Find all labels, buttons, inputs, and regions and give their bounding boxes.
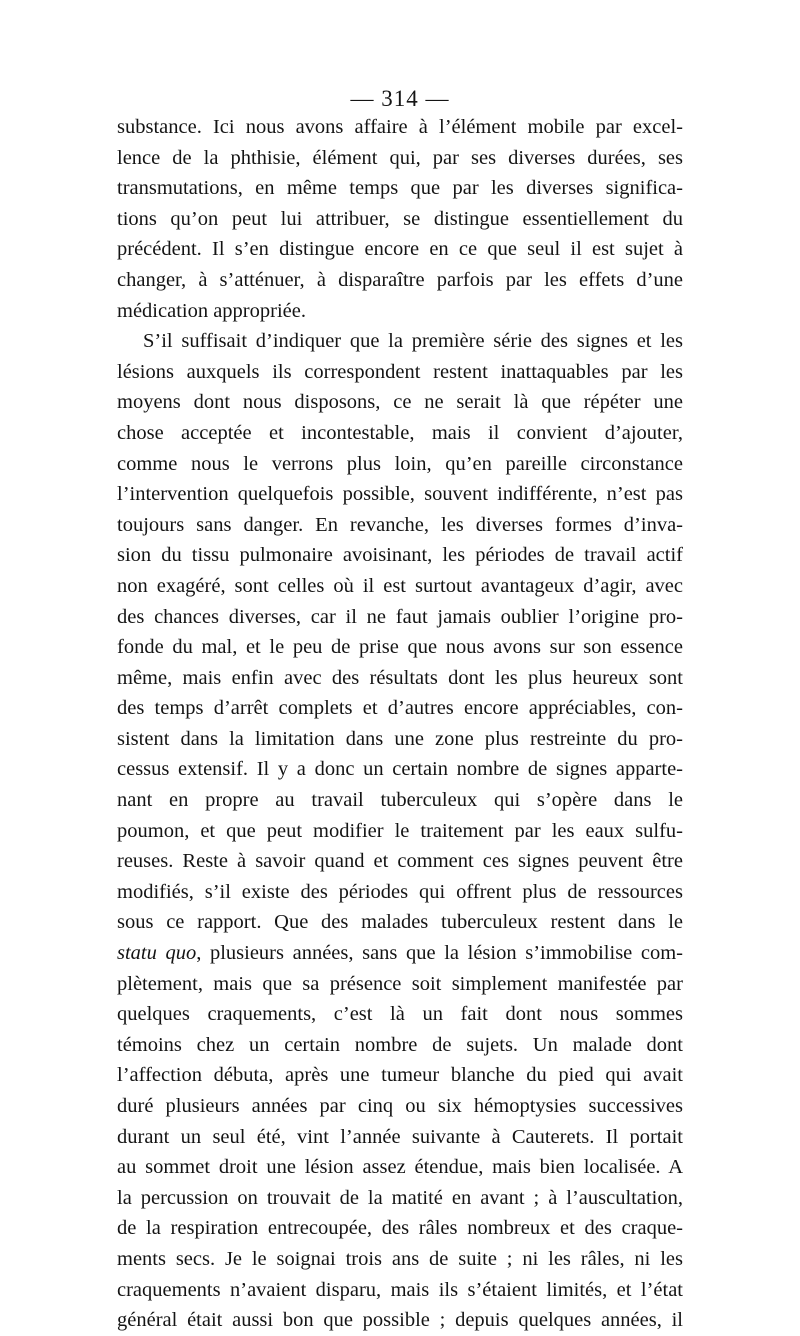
text-line: de la respiration entrecoupée, des râles nombreux et des craque- [117, 1217, 683, 1240]
text-line: des temps d’arrêt complets et d’autres encore appréciables, con- [117, 697, 683, 720]
text-line: tions qu’on peut lui attribuer, se distingue essentiellement du [117, 207, 683, 230]
page-number: — 314 — [350, 86, 450, 111]
text-line: durant un seul été, vint l’année suivante à Cauterets. Il portait [117, 1125, 683, 1148]
text-line: duré plusieurs années par cinq ou six hémoptysies successives [117, 1095, 683, 1117]
text-line: reuses. Reste à savoir quand et comment ces signes peuvent être [117, 850, 683, 873]
text-line: sion du tissu pulmonaire avoisinant, les périodes de travail actif [117, 544, 683, 567]
text-line: l’affection débuta, après une tumeur blanche du pied qui avait [117, 1064, 683, 1087]
text-line: la percussion on trouvait de la matité en avant ; à l’auscultation, [117, 1186, 683, 1209]
text-line: sous ce rapport. Que des malades tuberculeux restent dans le [117, 911, 683, 934]
text-line: comme nous le verrons plus loin, qu’en pareille circonstance [117, 452, 683, 475]
text-line: précédent. Il s’en distingue encore en ce que seul il est sujet à [117, 238, 683, 261]
text-line: l’intervention quelquefois possible, souvent indifférente, n’est pas [117, 483, 683, 506]
text-line: cessus extensif. Il y a donc un certain nombre de signes apparte- [117, 758, 683, 781]
text-line: poumon, et que peut modifier le traitement par les eaux sulfu- [117, 819, 683, 842]
text-line: même, mais enfin avec des résultats dont les plus heureux sont [117, 666, 683, 689]
text-line: nant en propre au travail tuberculeux qui s’opère dans le [117, 789, 683, 812]
text-line: ments secs. Je le soignai trois ans de suite ; ni les râles, ni les [117, 1247, 683, 1270]
body-text [117, 112, 683, 1336]
text-line: lence de la phthisie, élément qui, par ses diverses durées, ses [117, 146, 683, 169]
text-line: quelques craquements, c’est là un fait dont nous sommes [117, 1003, 683, 1026]
text-line: transmutations, en même temps que par les diverses significa- [117, 177, 683, 200]
text-line: témoins chez un certain nombre de sujets. Un malade dont [117, 1033, 683, 1056]
text-line: statu quo, plusieurs années, sans que la lésion s’immobilise com- [117, 942, 683, 965]
text-line: non exagéré, sont celles où il est surtout avantageux d’agir, avec [117, 574, 683, 597]
text-line: changer, à s’atténuer, à disparaître parfois par les effets d’une [117, 268, 683, 291]
text-line: fonde du mal, et le peu de prise que nous avons sur son essence [117, 636, 683, 659]
text-line: général était aussi bon que possible ; depuis quelques années, il [117, 1309, 683, 1332]
text-line: sistent dans la limitation dans une zone plus restreinte du pro- [117, 727, 683, 750]
text-line: substance. Ici nous avons affaire à l’élément mobile par excel- [117, 116, 683, 138]
text-line: des chances diverses, car il ne faut jamais oublier l’origine pro- [117, 605, 683, 628]
text-line: chose acceptée et incontestable, mais il convient d’ajouter, [117, 421, 683, 444]
text-line: lésions auxquels ils correspondent restent inattaquables par les [117, 360, 683, 383]
text-line: S’il suffisait d’indiquer que la première série des signes et les [143, 330, 683, 353]
text-line: au sommet droit une lésion assez étendue, mais bien localisée. A [117, 1156, 683, 1179]
text-line: médication appropriée. [117, 299, 306, 322]
text-line: moyens dont nous disposons, ce ne serait là que répéter une [117, 391, 683, 414]
text-line: craquements n’avaient disparu, mais ils s’étaient limités, et l’état [117, 1278, 683, 1301]
text-line: toujours sans danger. En revanche, les diverses formes d’inva- [117, 513, 683, 536]
text-line: modifiés, s’il existe des périodes qui offrent plus de ressources [117, 880, 683, 903]
text-line: plètement, mais que sa présence soit simplement manifestée par [117, 972, 683, 995]
